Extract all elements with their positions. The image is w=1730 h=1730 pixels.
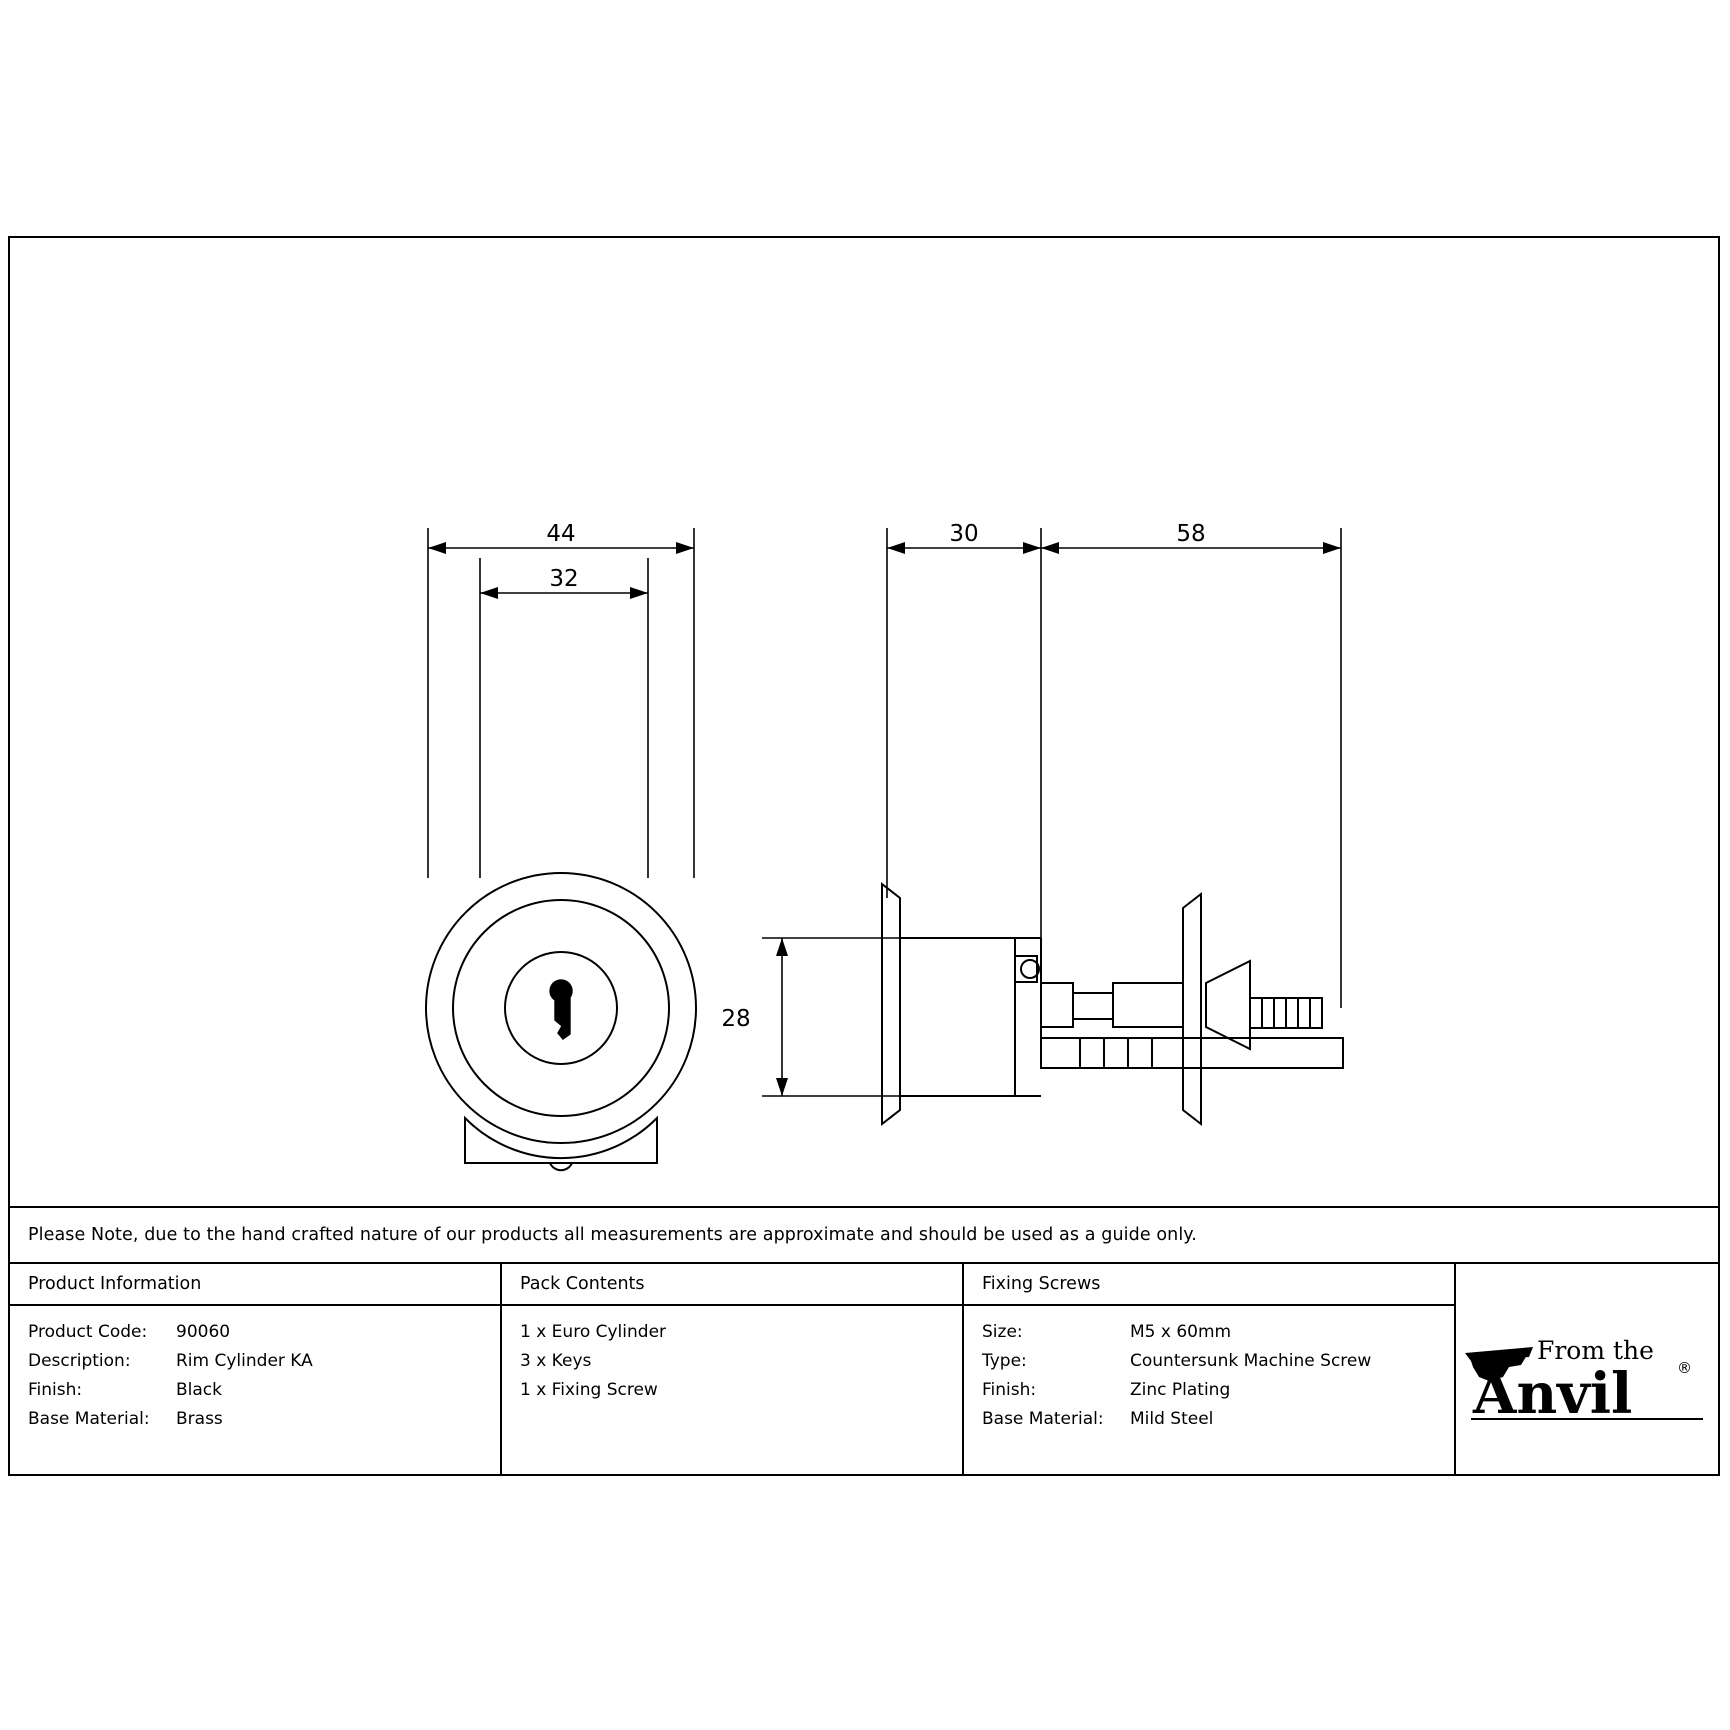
- dim-label-28: 28: [721, 1006, 751, 1032]
- logo-line2: Anvil: [1473, 1361, 1633, 1425]
- dim-label-44: 44: [546, 521, 576, 547]
- table-row: [982, 1318, 1454, 1347]
- list-item: 1 x Fixing Screw: [520, 1380, 658, 1400]
- product-information-heading: Product Information: [10, 1264, 500, 1306]
- dim-label-32: 32: [549, 566, 579, 592]
- logo-line1: From the: [1537, 1336, 1654, 1365]
- screw-type-value: Countersunk Machine Screw: [1130, 1351, 1372, 1371]
- product-code-value: 90060: [176, 1322, 231, 1342]
- screw-size-value: M5 x 60mm: [1130, 1322, 1232, 1342]
- dimension-28: [762, 938, 900, 1096]
- screw-size-label: Size:: [982, 1322, 1023, 1342]
- base-material-label: Base Material:: [28, 1409, 150, 1429]
- side-view-cylinder: [882, 884, 1343, 1124]
- product-information-column: [10, 1264, 502, 1476]
- specification-table: [10, 1264, 1718, 1476]
- table-row: [28, 1376, 500, 1405]
- description-label: Description:: [28, 1351, 131, 1371]
- measurement-note: Please Note, due to the hand crafted nature of our products all measurements are approximate and should be used as a guide only.: [28, 1225, 1197, 1245]
- fixing-screws-heading: Fixing Screws: [964, 1264, 1454, 1306]
- screw-base-material-value: Mild Steel: [1130, 1409, 1214, 1429]
- registered-mark: ®: [1677, 1359, 1692, 1377]
- table-row: [982, 1405, 1454, 1434]
- screw-type-label: Type:: [982, 1351, 1027, 1371]
- base-material-value: Brass: [176, 1409, 223, 1429]
- screw-base-material-label: Base Material:: [982, 1409, 1104, 1429]
- description-value: Rim Cylinder KA: [176, 1351, 313, 1371]
- dim-label-58: 58: [1176, 521, 1206, 547]
- list-item: 3 x Keys: [520, 1351, 592, 1371]
- table-row: [28, 1318, 500, 1347]
- dimension-30: [887, 528, 1041, 1068]
- pack-contents-heading: Pack Contents: [502, 1264, 962, 1306]
- brand-logo-cell: [1456, 1264, 1718, 1476]
- dim-label-30: 30: [949, 521, 979, 547]
- measurement-note-row: [10, 1206, 1718, 1264]
- from-the-anvil-logo: [1463, 1315, 1711, 1425]
- screw-finish-label: Finish:: [982, 1380, 1037, 1400]
- screw-finish-value: Zinc Plating: [1130, 1380, 1231, 1400]
- table-row: [28, 1405, 500, 1434]
- pack-contents-column: [502, 1264, 964, 1476]
- dimension-32: [480, 558, 648, 878]
- table-row: [982, 1376, 1454, 1405]
- technical-drawing-sheet: [8, 236, 1720, 1476]
- table-row: [28, 1347, 500, 1376]
- front-view-cylinder: [426, 873, 696, 1170]
- dimension-58: [1041, 528, 1341, 1008]
- finish-value: Black: [176, 1380, 222, 1400]
- list-item: 1 x Euro Cylinder: [520, 1322, 667, 1342]
- product-drawing: [10, 238, 1718, 1206]
- fixing-screws-column: [964, 1264, 1456, 1476]
- product-code-label: Product Code:: [28, 1322, 148, 1342]
- finish-label: Finish:: [28, 1380, 83, 1400]
- table-row: [982, 1347, 1454, 1376]
